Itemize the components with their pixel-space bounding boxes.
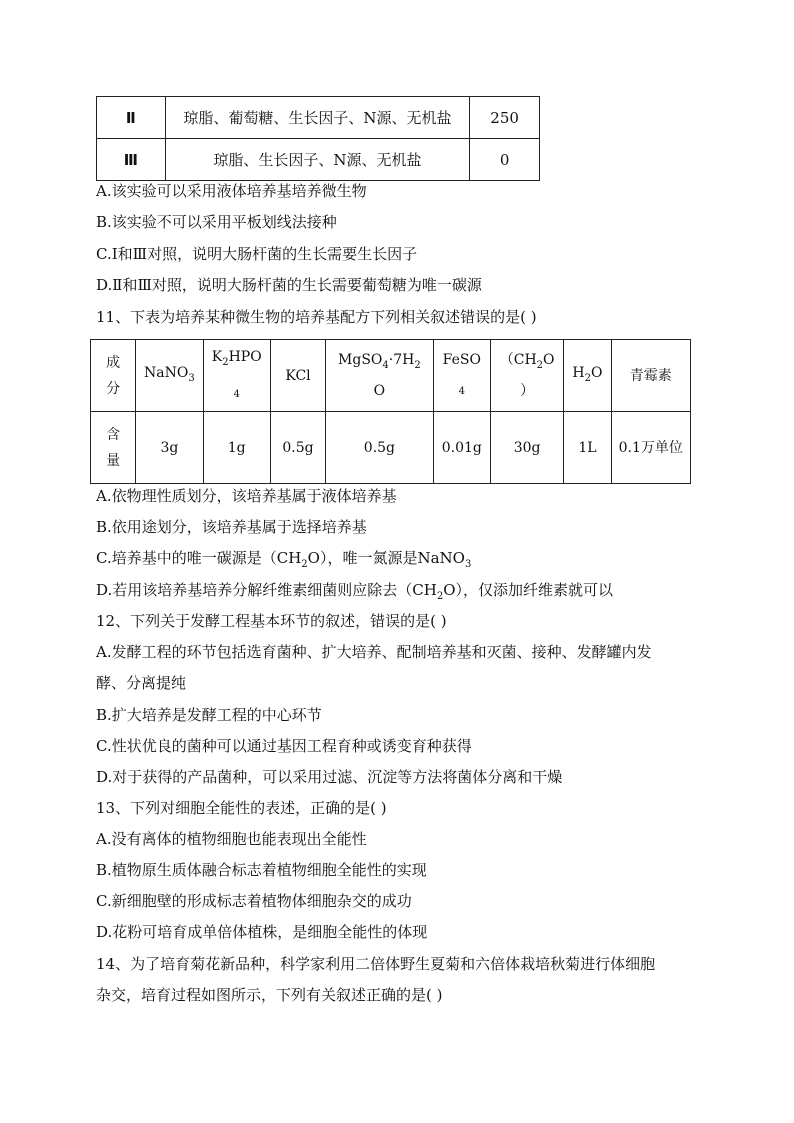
- q13-option-a: A.没有离体的植物细胞也能表现出全能性: [96, 830, 367, 848]
- q10-option-a: A.该实验可以采用液体培养基培养微生物: [96, 182, 367, 200]
- header-feso4: FeSO $_4$: [433, 340, 490, 412]
- q14-stem-line2: 杂交，培育过程如图所示，下列有关叙述正确的是( ): [96, 986, 443, 1004]
- q10-option-d: D.Ⅱ和Ⅲ对照，说明大肠杆菌的生长需要葡萄糖为唯一碳源: [96, 276, 482, 294]
- q10-option-b: B.该实验不可以采用平板划线法接种: [96, 213, 337, 231]
- q14-stem-line1: 14、为了培育菊花新品种，科学家利用二倍体野生夏菊和六倍体栽培秋菊进行体细胞: [96, 955, 656, 973]
- header-mgso4: $MgSO_4\cdot 7H_2$ O: [326, 340, 434, 412]
- row-header-amount: 含 量: [91, 412, 136, 484]
- header-nano3: NaNO$_3$: [136, 340, 203, 412]
- header-ch2o: （$CH_2O$ ）: [490, 340, 563, 412]
- group-label: Ⅲ: [97, 139, 166, 181]
- colony-count: 0: [470, 139, 540, 181]
- amount-cell: 1L: [564, 412, 611, 484]
- experiment-table: [96, 96, 540, 181]
- q11-option-c: C.培养基中的唯一碳源是$(CH_2O)$，唯一氮源是NaNO$_3$: [96, 549, 472, 570]
- group-label: Ⅱ: [97, 97, 166, 139]
- q12-option-b: B.扩大培养是发酵工程的中心环节: [96, 706, 322, 724]
- header-k2hpo4: $K_2HPO$ $_4$: [203, 340, 270, 412]
- table-row: [97, 97, 540, 139]
- q12-option-a-line1: A.发酵工程的环节包括选育菌种、扩大培养、配制培养基和灭菌、接种、发酵罐内发: [96, 643, 652, 661]
- medium-formula-table: [90, 339, 691, 484]
- q12-stem: 12、下列关于发酵工程基本环节的叙述，错误的是( ): [96, 612, 447, 630]
- amount-cell: 0.1万单位: [611, 412, 690, 484]
- header-kcl: KCl: [270, 340, 325, 412]
- amount-cell: 0.5g: [326, 412, 434, 484]
- q13-stem: 13、下列对细胞全能性的表述，正确的是( ): [96, 799, 387, 817]
- amount-cell: 3g: [136, 412, 203, 484]
- q10-option-c: C.Ⅰ和Ⅲ对照，说明大肠杆菌的生长需要生长因子: [96, 245, 418, 263]
- amount-cell: 0.5g: [270, 412, 325, 484]
- q12-option-a-line2: 酵、分离提纯: [96, 674, 187, 692]
- q13-option-c: C.新细胞壁的形成标志着植物体细胞杂交的成功: [96, 892, 412, 910]
- table-row: [91, 412, 691, 484]
- q11-option-d: D.若用该培养基培养分解纤维素细菌则应除去$(CH_2O)$，仅添加纤维素就可以: [96, 581, 614, 602]
- q12-option-d: D.对于获得的产品菌种，可以采用过滤、沉淀等方法将菌体分离和干燥: [96, 768, 563, 786]
- table-row: [97, 139, 540, 181]
- header-penicillin: 青霉素: [611, 340, 690, 412]
- table-row: [91, 340, 691, 412]
- amount-cell: 30g: [490, 412, 563, 484]
- medium-content: 琼脂、葡萄糖、生长因子、N源、无机盐: [165, 97, 470, 139]
- q11-stem: 11、下表为培养某种微生物的培养基配方下列相关叙述错误的是( ): [96, 308, 537, 326]
- amount-cell: 0.01g: [433, 412, 490, 484]
- row-header-ingredient: 成 分: [91, 340, 136, 412]
- q13-option-d: D.花粉可培育成单倍体植株，是细胞全能性的体现: [96, 923, 428, 941]
- q11-option-a: A.依物理性质划分，该培养基属于液体培养基: [96, 487, 397, 505]
- q13-option-b: B.植物原生质体融合标志着植物细胞全能性的实现: [96, 861, 427, 879]
- header-h2o: $H_2O$: [564, 340, 611, 412]
- q11-option-b: B.依用途划分，该培养基属于选择培养基: [96, 518, 367, 536]
- amount-cell: 1g: [203, 412, 270, 484]
- colony-count: 250: [470, 97, 540, 139]
- medium-content: 琼脂、生长因子、N源、无机盐: [165, 139, 470, 181]
- q12-option-c: C.性状优良的菌种可以通过基因工程育种或诱变育种获得: [96, 737, 472, 755]
